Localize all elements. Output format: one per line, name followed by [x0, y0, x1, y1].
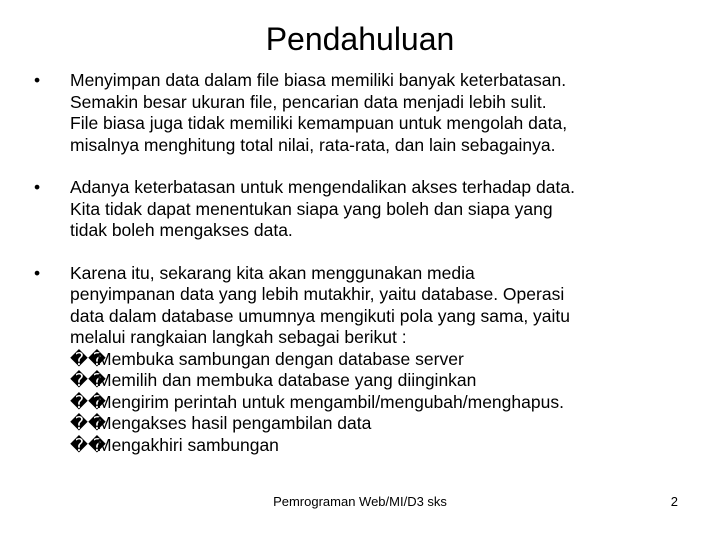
- sub-item-marker: ��: [70, 434, 106, 455]
- bullet-line: penyimpanan data yang lebih mutakhir, yaitu database. Operasi: [70, 284, 565, 304]
- sub-item: [70, 413, 694, 435]
- page-number: 2: [670, 494, 678, 509]
- sub-item-text: Memilih dan membuka database yang diinginkan: [97, 370, 477, 390]
- bullet-line: Menyimpan data dalam file biasa memiliki banyak keterbatasan.: [70, 70, 567, 90]
- sub-item-text: Mengakhiri sambungan: [97, 434, 279, 455]
- sub-item-text: Mengirim perintah untuk mengambil/mengubah/menghapus.: [97, 391, 564, 412]
- sub-item-marker: ��: [70, 391, 106, 412]
- sub-item: [70, 349, 694, 371]
- bullet-item: [34, 177, 694, 242]
- bullet-marker: •: [34, 262, 41, 283]
- footer-course-text: Pemrograman Web/MI/D3 sks: [273, 494, 447, 509]
- bullet-marker: •: [34, 177, 41, 197]
- bullet-line: Kita tidak dapat menentukan siapa yang boleh dan siapa yang: [70, 198, 553, 219]
- sub-item-marker: ��: [70, 348, 106, 369]
- bullet-line: data dalam database umumnya mengikuti pola yang sama, yaitu: [70, 305, 571, 326]
- sub-item: [70, 370, 694, 392]
- sub-item-text: Mengakses hasil pengambilan data: [97, 413, 372, 433]
- slide-footer: [0, 494, 720, 514]
- bullet-line: File biasa juga tidak memiliki kemampuan untuk mengolah data,: [70, 113, 568, 133]
- slide-title: Pendahuluan: [265, 21, 455, 57]
- sub-item: [70, 392, 694, 414]
- bullet-line: Adanya keterbatasan untuk mengendalikan akses terhadap data.: [70, 177, 575, 197]
- bullet-line: Semakin besar ukuran file, pencarian data menjadi lebih sulit.: [70, 91, 547, 112]
- bullet-list: [34, 70, 694, 456]
- sub-item-marker: ��: [70, 413, 106, 433]
- sub-item-marker: ��: [70, 370, 106, 390]
- sub-item-text: Membuka sambungan dengan database server: [97, 348, 464, 369]
- bullet-line: tidak boleh mengakses data.: [70, 220, 293, 240]
- bullet-item: [34, 70, 694, 156]
- bullet-item: [34, 263, 694, 457]
- bullet-line: Karena itu, sekarang kita akan menggunakan media: [70, 262, 475, 283]
- bullet-line: melalui rangkaian langkah sebagai berikut :: [70, 327, 407, 347]
- sub-item: [70, 435, 694, 457]
- bullet-marker: •: [34, 70, 41, 90]
- bullet-line: misalnya menghitung total nilai, rata-rata, dan lain sebagainya.: [70, 134, 556, 155]
